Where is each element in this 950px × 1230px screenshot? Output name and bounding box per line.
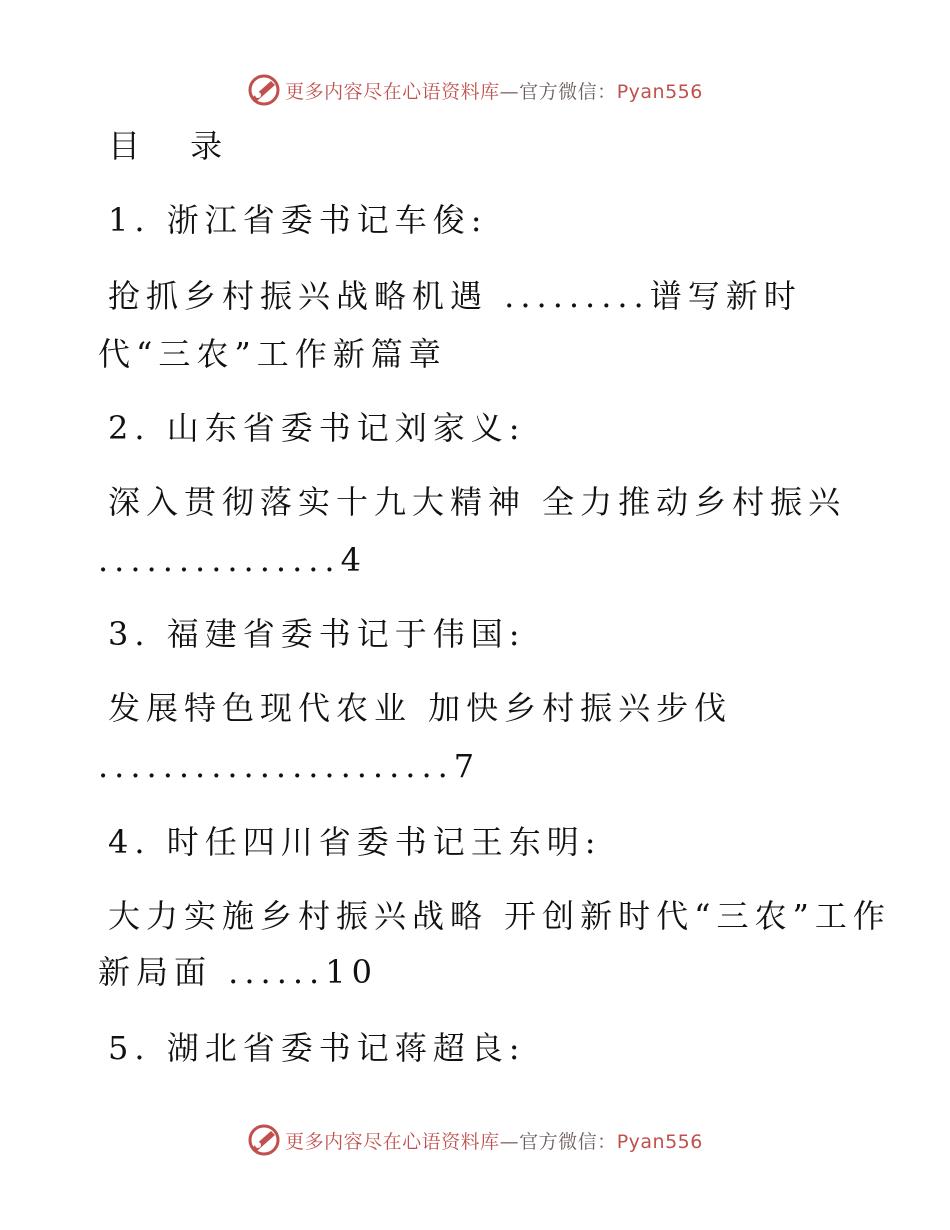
footer-watermark xyxy=(0,1120,950,1160)
toc-entry-2-page: ...............4 xyxy=(98,541,367,579)
toc-entry-3-title: 发展特色现代农业 加快乡村振兴步伐 xyxy=(108,689,733,727)
toc-entry-5-heading: 5. 湖北省委书记蒋超良: xyxy=(108,1029,526,1067)
toc-entry-4-title: 大力实施乡村振兴战略 开创新时代“三农”工作 xyxy=(108,897,891,935)
toc-entry-2-title: 深入贯彻落实十九大精神 全力推动乡村振兴 xyxy=(108,483,847,521)
toc-entry-3-page: ......................7 xyxy=(98,747,481,785)
toc-entry-4-heading: 4. 时任四川省委书记王东明: xyxy=(108,823,602,861)
watermark-text: 更多内容尽在心语资料库—官方微信：Pyan556 xyxy=(285,80,703,103)
pen-logo-icon xyxy=(247,1123,281,1157)
toc-entry-2-heading: 2. 山东省委书记刘家义: xyxy=(108,409,526,447)
toc-entry-4-page: 新局面 ......10 xyxy=(98,953,378,991)
watermark-text: 更多内容尽在心语资料库—官方微信：Pyan556 xyxy=(285,1130,703,1153)
toc-title: 目 录 xyxy=(108,127,243,165)
toc-entry-1-title: 抢抓乡村振兴战略机遇 .........谱写新时 xyxy=(108,277,802,315)
toc-entry-1-title-cont: 代“三农”工作新篇章 xyxy=(98,335,447,373)
toc-entry-3-heading: 3. 福建省委书记于伟国: xyxy=(108,615,526,653)
toc-entry-1-heading: 1. 浙江省委书记车俊: xyxy=(108,201,488,239)
